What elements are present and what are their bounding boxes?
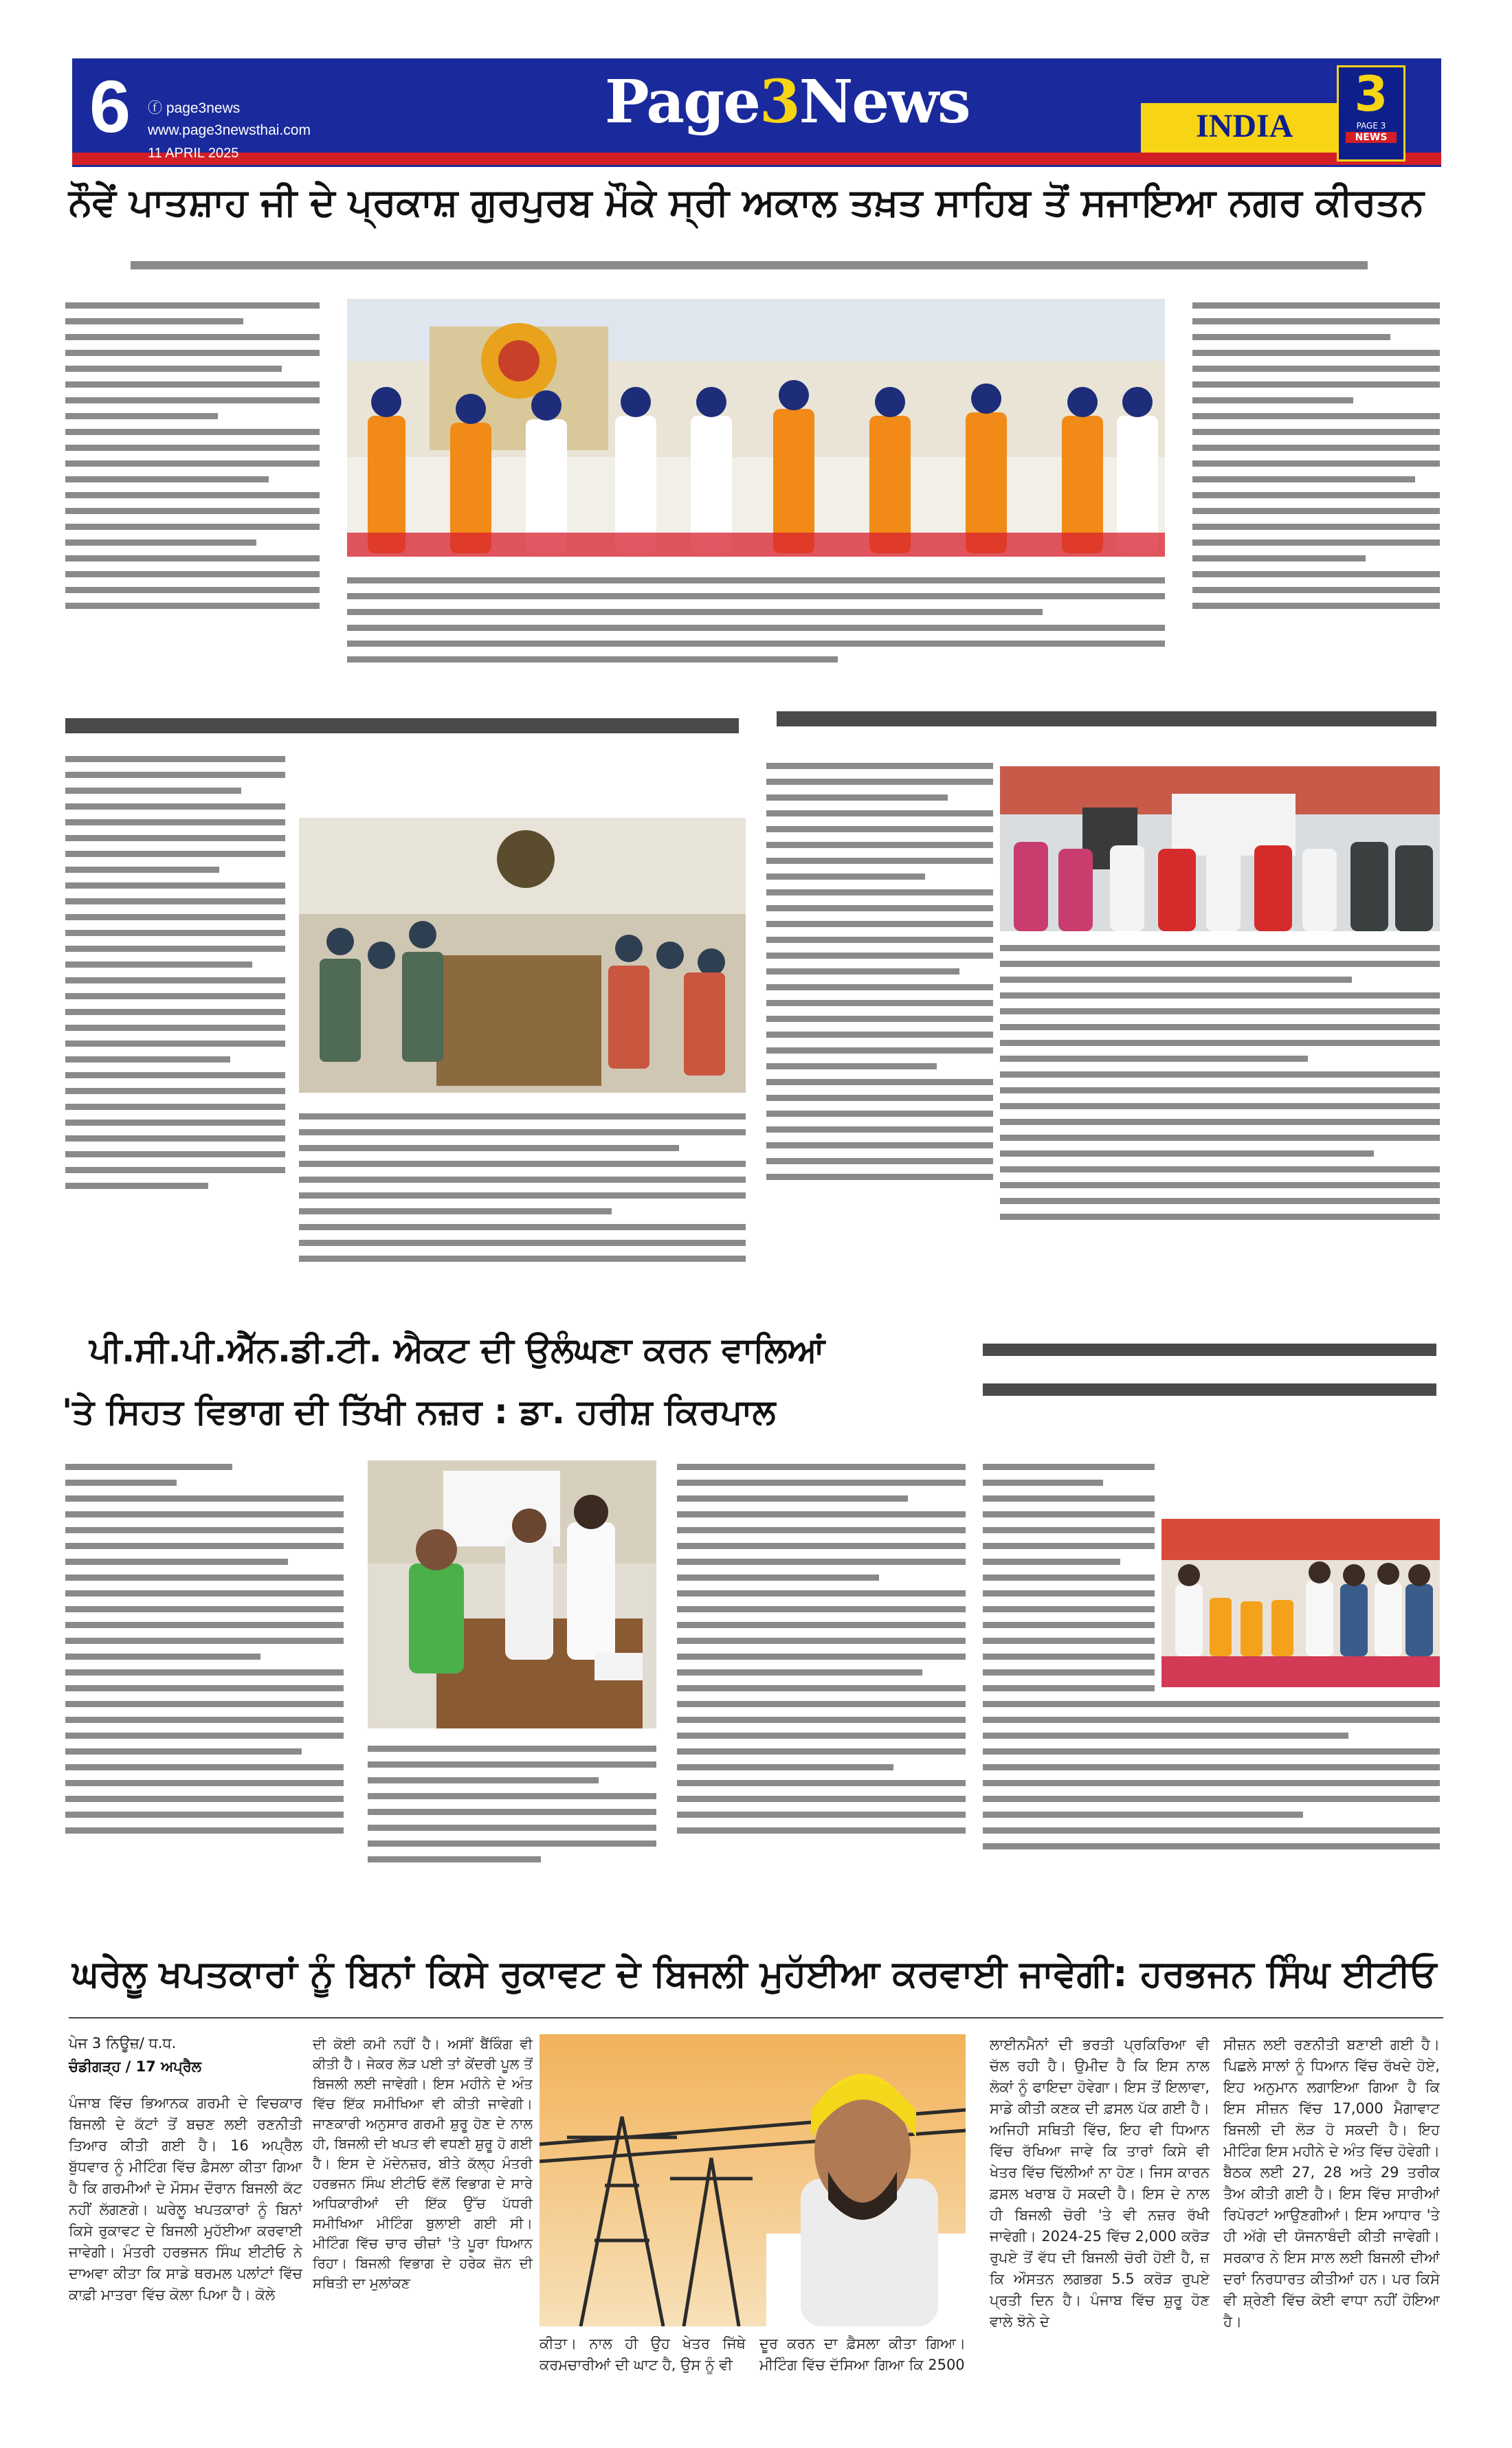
logo-tag: NEWS: [1346, 132, 1397, 143]
page3-logo: [1337, 65, 1405, 162]
story1-subhead: [131, 261, 1368, 279]
brand-right: News: [799, 67, 970, 137]
electricity-column-3: [990, 2034, 1210, 2392]
social-handle: page3news: [166, 100, 241, 116]
headline-rule: [69, 2017, 1443, 2018]
electricity-column-1: [69, 2093, 302, 2416]
pcpndt-headline-line2: 'ਤੇ ਸਿਹਤ ਵਿਭਾਗ ਦੀ ਤਿੱਖੀ ਨਜ਼ਰ : ਡਾ. ਹਰੀਸ਼ ਕਿਰਪਾਲ: [62, 1392, 776, 1432]
electricity-headline: ਘਰੇਲੂ ਖਪਤਕਾਰਾਂ ਨੂੰ ਬਿਨਾਂ ਕਿਸੇ ਰੁਕਾਵਟ ਦੇ ਬਿਜਲੀ ਮੁਹੱਈਆ ਕਰਵਾਈ ਜਾਵੇਗੀ: ਹਰਭਜਨ ਸਿੰਘ ਈਟੀਓ: [72, 1953, 1437, 1995]
story1-body: [347, 577, 1165, 680]
health-inspection-photo: [368, 1460, 656, 1728]
award-headline: [983, 1344, 1436, 1405]
edition-label: INDIA: [1196, 108, 1293, 144]
minister-photo: [540, 2034, 966, 2326]
electricity-tail-a-text: ਕੀਤਾ। ਨਾਲ ਹੀ ਉਹ ਖੇਤਰ ਜਿੱਥੇ ਕਰਮਚਾਰੀਆਂ ਦੀ ਘਾਟ ਹੈ, ਉਸ ਨੂੰ ਵੀ: [540, 2335, 746, 2373]
brand-left: Page: [605, 67, 759, 137]
pcpndt-column-2: [368, 1746, 656, 1924]
electricity-column-4-text: ਸੀਜ਼ਨ ਲਈ ਰਣਨੀਤੀ ਬਣਾਈ ਗਈ ਹੈ। ਪਿਛਲੇ ਸਾਲਾਂ ਨੂੰ ਧਿਆਨ ਵਿੱਚ ਰੱਖਦੇ ਹੋਏ, ਇਹ ਅਨੁਮਾਨ ਲਗਾਇਆ ਗਿਆ ਹੈ ਕਿ ਇਸ ਸੀਜ਼ਨ ਵਿੱਚ 17,000 ਮੈਗਾਵਾਟ ਬਿਜਲੀ ਦੀ ਲੋੜ ਹੋ ਸਕਦੀ ਹੈ। ਇਹ ਮੀਟਿੰਗ ਇਸ ਮਹੀਨੇ ਦੇ ਅੰਤ ਵਿੱਚ ਹੋਵੇਗੀ। ਬੈਠਕ ਲਈ 27, 28 ਅਤੇ 29 ਤਰੀਕ ਤੈਅ ਕੀਤੀ ਗਈ ਹੈ। ਇਸ ਵਿੱਚ ਸਾਰੀਆਂ ਰਿਪੋਰਟਾਂ ਆਉਣਗੀਆਂ। ਇਸ ਆਧਾਰ 'ਤੇ ਹੀ ਅੱਗੇ ਦੀ ਯੋਜਨਾਬੰਦੀ ਕੀਤੀ ਜਾਵੇਗੀ। ਸਰਕਾਰ ਨੇ ਇਸ ਸਾਲ ਲਈ ਬਿਜਲੀ ਦੀਆਂ ਦਰਾਂ ਨਿਰਧਾਰਤ ਕੀਤੀਆਂ ਹਨ। ਪਰ ਕਿਸੇ ਵੀ ਸ਼੍ਰੇਣੀ ਵਿੱਚ ਕੋਈ ਵਾਧਾ ਨਹੀਂ ਹੋਇਆ ਹੈ।: [1223, 2036, 1440, 2330]
award-column-2: [983, 1701, 1440, 1924]
electricity-column-2-tail-b: [759, 2333, 966, 2388]
story1-right-column: [1192, 302, 1440, 674]
electricity-column-2-text: ਦੀ ਕੋਈ ਕਮੀ ਨਹੀਂ ਹੈ। ਅਸੀਂ ਬੈਂਕਿੰਗ ਵੀ ਕੀਤੀ ਹੈ। ਜੇਕਰ ਲੋੜ ਪਈ ਤਾਂ ਕੇਂਦਰੀ ਪੂਲ ਤੋਂ ਬਿਜਲੀ ਲਈ ਜਾਵੇਗੀ। ਇਸ ਮਹੀਨੇ ਦੇ ਅੰਤ ਵਿੱਚ ਇੱਕ ਸਮੀਖਿਆ ਵੀ ਕੀਤੀ ਜਾਵੇਗੀ। ਜਾਣਕਾਰੀ ਅਨੁਸਾਰ ਗਰਮੀ ਸ਼ੁਰੂ ਹੋਣ ਦੇ ਨਾਲ ਹੀ, ਬਿਜਲੀ ਦੀ ਖਪਤ ਵੀ ਵਧਣੀ ਸ਼ੁਰੂ ਹੋ ਗਈ ਹੈ। ਇਸ ਦੇ ਮੱਦੇਨਜ਼ਰ, ਬੀਤੇ ਕੱਲ੍ਹ ਮੰਤਰੀ ਹਰਭਜਨ ਸਿੰਘ ਈਟੀਓ ਵੱਲੋਂ ਵਿਭਾਗ ਦੇ ਸਾਰੇ ਅਧਿਕਾਰੀਆਂ ਦੀ ਇੱਕ ਉੱਚ ਪੱਧਰੀ ਸਮੀਖਿਆ ਮੀਟਿੰਗ ਬੁਲਾਈ ਗਈ ਸੀ। ਮੀਟਿੰਗ ਵਿੱਚ ਚਾਰ ਚੀਜ਼ਾਂ 'ਤੇ ਪੂਰਾ ਧਿਆਨ ਰਿਹਾ। ਬਿਜਲੀ ਵਿਭਾਗ ਦੇ ਹਰੇਕ ਜ਼ੋਨ ਦੀ ਸਥਿਤੀ ਦਾ ਮੁਲਾਂਕਣ: [313, 2036, 533, 2291]
site-info: [148, 98, 311, 142]
electricity-column-2-tail-a: [540, 2333, 746, 2388]
website-link[interactable]: www.page3newsthai.com: [148, 122, 311, 138]
nagar-kirtan-photo: [347, 299, 1165, 557]
byline-source: ਪੇਜ 3 ਨਿਊਜ਼/ ਧ.ਧ.: [69, 2035, 177, 2051]
meeting-column-2: [299, 1113, 746, 1299]
pcpndt-column-3: [677, 1464, 966, 1924]
meeting-photo: [299, 818, 746, 1093]
electricity-column-3-text: ਲਾਈਨਮੈਨਾਂ ਦੀ ਭਰਤੀ ਪ੍ਰਕਿਰਿਆ ਵੀ ਚੱਲ ਰਹੀ ਹੈ। ਉਮੀਦ ਹੈ ਕਿ ਇਸ ਨਾਲ ਲੋਕਾਂ ਨੂੰ ਫਾਇਦਾ ਹੋਵੇਗਾ। ਇਸ ਤੋਂ ਇਲਾਵਾ, ਸਾਡੇ ਕੀਤੀ ਕਣਕ ਦੀ ਫ਼ਸਲ ਪੱਕ ਗਈ ਹੈ। ਅਜਿਹੀ ਸਥਿਤੀ ਵਿੱਚ, ਇਹ ਵੀ ਧਿਆਨ ਵਿੱਚ ਰੱਖਿਆ ਜਾਵੇ ਕਿ ਤਾਰਾਂ ਕਿਸੇ ਵੀ ਖੇਤਰ ਵਿੱਚ ਢਿੱਲੀਆਂ ਨਾ ਹੋਣ। ਜਿਸ ਕਾਰਨ ਫ਼ਸਲ ਖਰਾਬ ਹੋ ਸਕਦੀ ਹੈ। ਇਸ ਦੇ ਨਾਲ ਹੀ ਬਿਜਲੀ ਚੋਰੀ 'ਤੇ ਵੀ ਨਜ਼ਰ ਰੱਖੀ ਜਾਵੇਗੀ। 2024-25 ਵਿੱਚ 2,000 ਕਰੋੜ ਰੁਪਏ ਤੋਂ ਵੱਧ ਦੀ ਬਿਜਲੀ ਚੋਰੀ ਹੋਈ ਹੈ, ਜ਼ ਕਿ ਔਸਤਨ ਲਗਭਗ 5.5 ਕਰੋੜ ਰੁਪਏ ਪ੍ਰਤੀ ਦਿਨ ਹੈ। ਪੰਜਾਬ ਵਿੱਚ ਸ਼ੁਰੂ ਹੋਣ ਵਾਲੇ ਝੋਨੇ ਦੇ: [990, 2036, 1210, 2330]
logo-number: 3: [1354, 66, 1388, 122]
issue-date: 11 APRIL 2025: [148, 146, 239, 161]
meeting-headline: [65, 718, 739, 743]
electricity-column-1-text: ਪੰਜਾਬ ਵਿੱਚ ਭਿਆਨਕ ਗਰਮੀ ਦੇ ਵਿਚਕਾਰ ਬਿਜਲੀ ਦੇ ਕੱਟਾਂ ਤੋਂ ਬਚਣ ਲਈ ਰਣਨੀਤੀ ਤਿਆਰ ਕੀਤੀ ਗਈ ਹੈ। 16 ਅਪ੍ਰੈਲ ਬੁੱਧਵਾਰ ਨੂੰ ਮੀਟਿੰਗ ਵਿੱਚ ਫ਼ੈਸਲਾ ਕੀਤਾ ਗਿਆ ਹੈ ਕਿ ਗਰਮੀਆਂ ਦੇ ਮੌਸਮ ਦੌਰਾਨ ਬਿਜਲੀ ਕੱਟ ਨਹੀਂ ਲੱਗਣਗੇ। ਘਰੇਲੂ ਖਪਤਕਾਰਾਂ ਨੂੰ ਬਿਨਾਂ ਕਿਸੇ ਰੁਕਾਵਟ ਦੇ ਬਿਜਲੀ ਮੁਹੱਈਆ ਕਰਵਾਈ ਜਾਵੇਗੀ। ਮੰਤਰੀ ਹਰਭਜਨ ਸਿੰਘ ਈਟੀਓ ਨੇ ਦਾਅਵਾ ਕੀਤਾ ਕਿ ਸਾਡੇ ਥਰਮਲ ਪਲਾਂਟਾਂ ਵਿੱਚ ਕਾਫ਼ੀ ਮਾਤਰਾ ਵਿੱਚ ਕੋਲਾ ਪਿਆ ਹੈ। ਕੋਲੇ: [69, 2095, 302, 2303]
electricity-column-4: [1223, 2034, 1440, 2392]
pcpndt-headline-line1: ਪੀ.ਸੀ.ਪੀ.ਐੱਨ.ਡੀ.ਟੀ. ਐਕਟ ਦੀ ਉਲੰਘਣਾ ਕਰਨ ਵਾਲਿਆਂ: [89, 1330, 825, 1370]
pcpndt-column-1: [65, 1464, 344, 1924]
school-headline: [777, 711, 1436, 736]
masthead-underline: [72, 153, 1441, 165]
electricity-column-2: [313, 2034, 533, 2323]
brand-three: 3: [759, 67, 799, 137]
school-column-1: [766, 763, 993, 1299]
byline-place: ਚੰਡੀਗੜ੍ਹ / 17 ਅਪ੍ਰੈਲ: [69, 2058, 201, 2075]
award-ceremony-photo: [1161, 1519, 1440, 1687]
page-number: 6: [89, 65, 131, 148]
brand-logo: [605, 67, 970, 137]
electricity-tail-b-text: ਦੂਰ ਕਰਨ ਦਾ ਫ਼ੈਸਲਾ ਕੀਤਾ ਗਿਆ। ਮੀਟਿੰਗ ਵਿੱਚ ਦੱਸਿਆ ਗਿਆ ਕਿ 2500: [759, 2335, 966, 2373]
story1-left-column: [65, 302, 320, 660]
meeting-column-1: [65, 756, 285, 1299]
school-column-2: [1000, 945, 1440, 1299]
facebook-icon: ⓕ: [148, 100, 166, 116]
logo-text: PAGE 3: [1356, 121, 1386, 131]
school-event-photo: [1000, 766, 1440, 931]
story1-headline: ਨੌਵੇਂ ਪਾਤਸ਼ਾਹ ਜੀ ਦੇ ਪ੍ਰਕਾਸ਼ ਗੁਰਪੁਰਬ ਮੌਕੇ ਸ੍ਰੀ ਅਕਾਲ ਤਖ਼ਤ ਸਾਹਿਬ ਤੋਂ ਸਜਾਇਆ ਨਗਰ ਕੀਰਤਨ: [69, 180, 1424, 224]
